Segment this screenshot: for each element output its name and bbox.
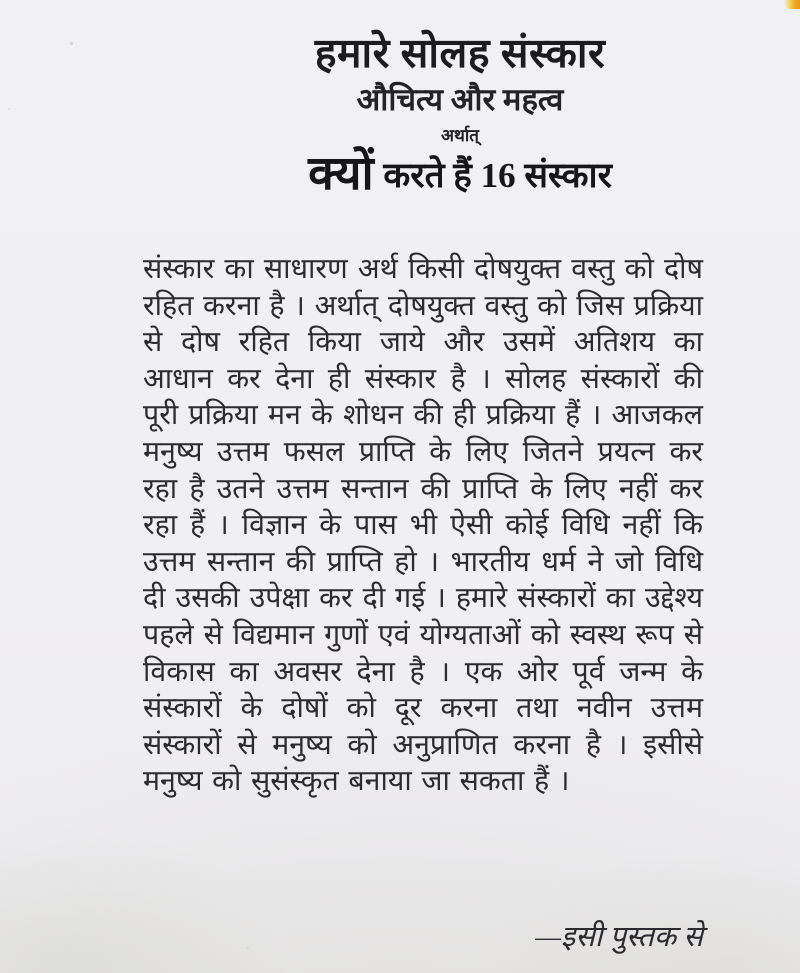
main-heading-rest: करते हैं 16 संस्कार [374,155,612,195]
source-attribution: —इसी पुस्तक से [535,921,703,953]
paper-speckle [246,947,249,949]
body-paragraph: संस्कार का साधारण अर्थ किसी दोषयुक्त वस्तु को दोष रहित करना है । अर्थात् दोषयुक्त वस्तु को जिस प्रक्रिया से दोष रहित किया जाये और उसमें अतिशय का आधान कर देना ही संस्कार है । सोलह संस्कारों की पूरी प्रक्रिया मन के शोधन की ही प्रक्रिया हैं । आजकल मनुष्य उत्तम फसल प्राप्ति के लिए जितने प्रयत्न कर रहा है उतने उत्तम सन्तान की प्राप्ति के लिए नहीं कर रहा हैं । विज्ञान के पास भी ऐसी कोई विधि नहीं कि उत्तम सन्तान की प्राप्ति हो । भारतीय धर्म ने जो विधि दी उसकी उपेक्षा कर दी गई । हमारे संस्कारों का उद्देश्य पहले से विद्यमान गुणों एवं योग्यताओं को स्वस्थ रूप से विकास का अवसर देना है । एक ओर पूर्व जन्म के संस्कारों के दोषों को दूर करना तथा नवीन उत्तम संस्कारों से मनुष्य को अनुप्राणित करना है । इसीसे मनुष्य को सुसंस्कृत बनाया जा सकता हैं । [143,254,704,798]
main-heading-lead-word: क्यों [308,147,375,200]
paper-speckle [692,410,694,413]
main-heading-line [120,144,800,205]
book-title: हमारे सोलह संस्कार [314,30,606,76]
book-subtitle: औचित्य और महत्व [356,82,564,118]
paper-speckle [8,108,10,110]
heading-connector-word: अर्थात् [441,125,479,145]
paper-speckle [70,42,73,45]
page-heading-block [120,30,800,205]
page-corner-accent-mark [784,0,800,9]
